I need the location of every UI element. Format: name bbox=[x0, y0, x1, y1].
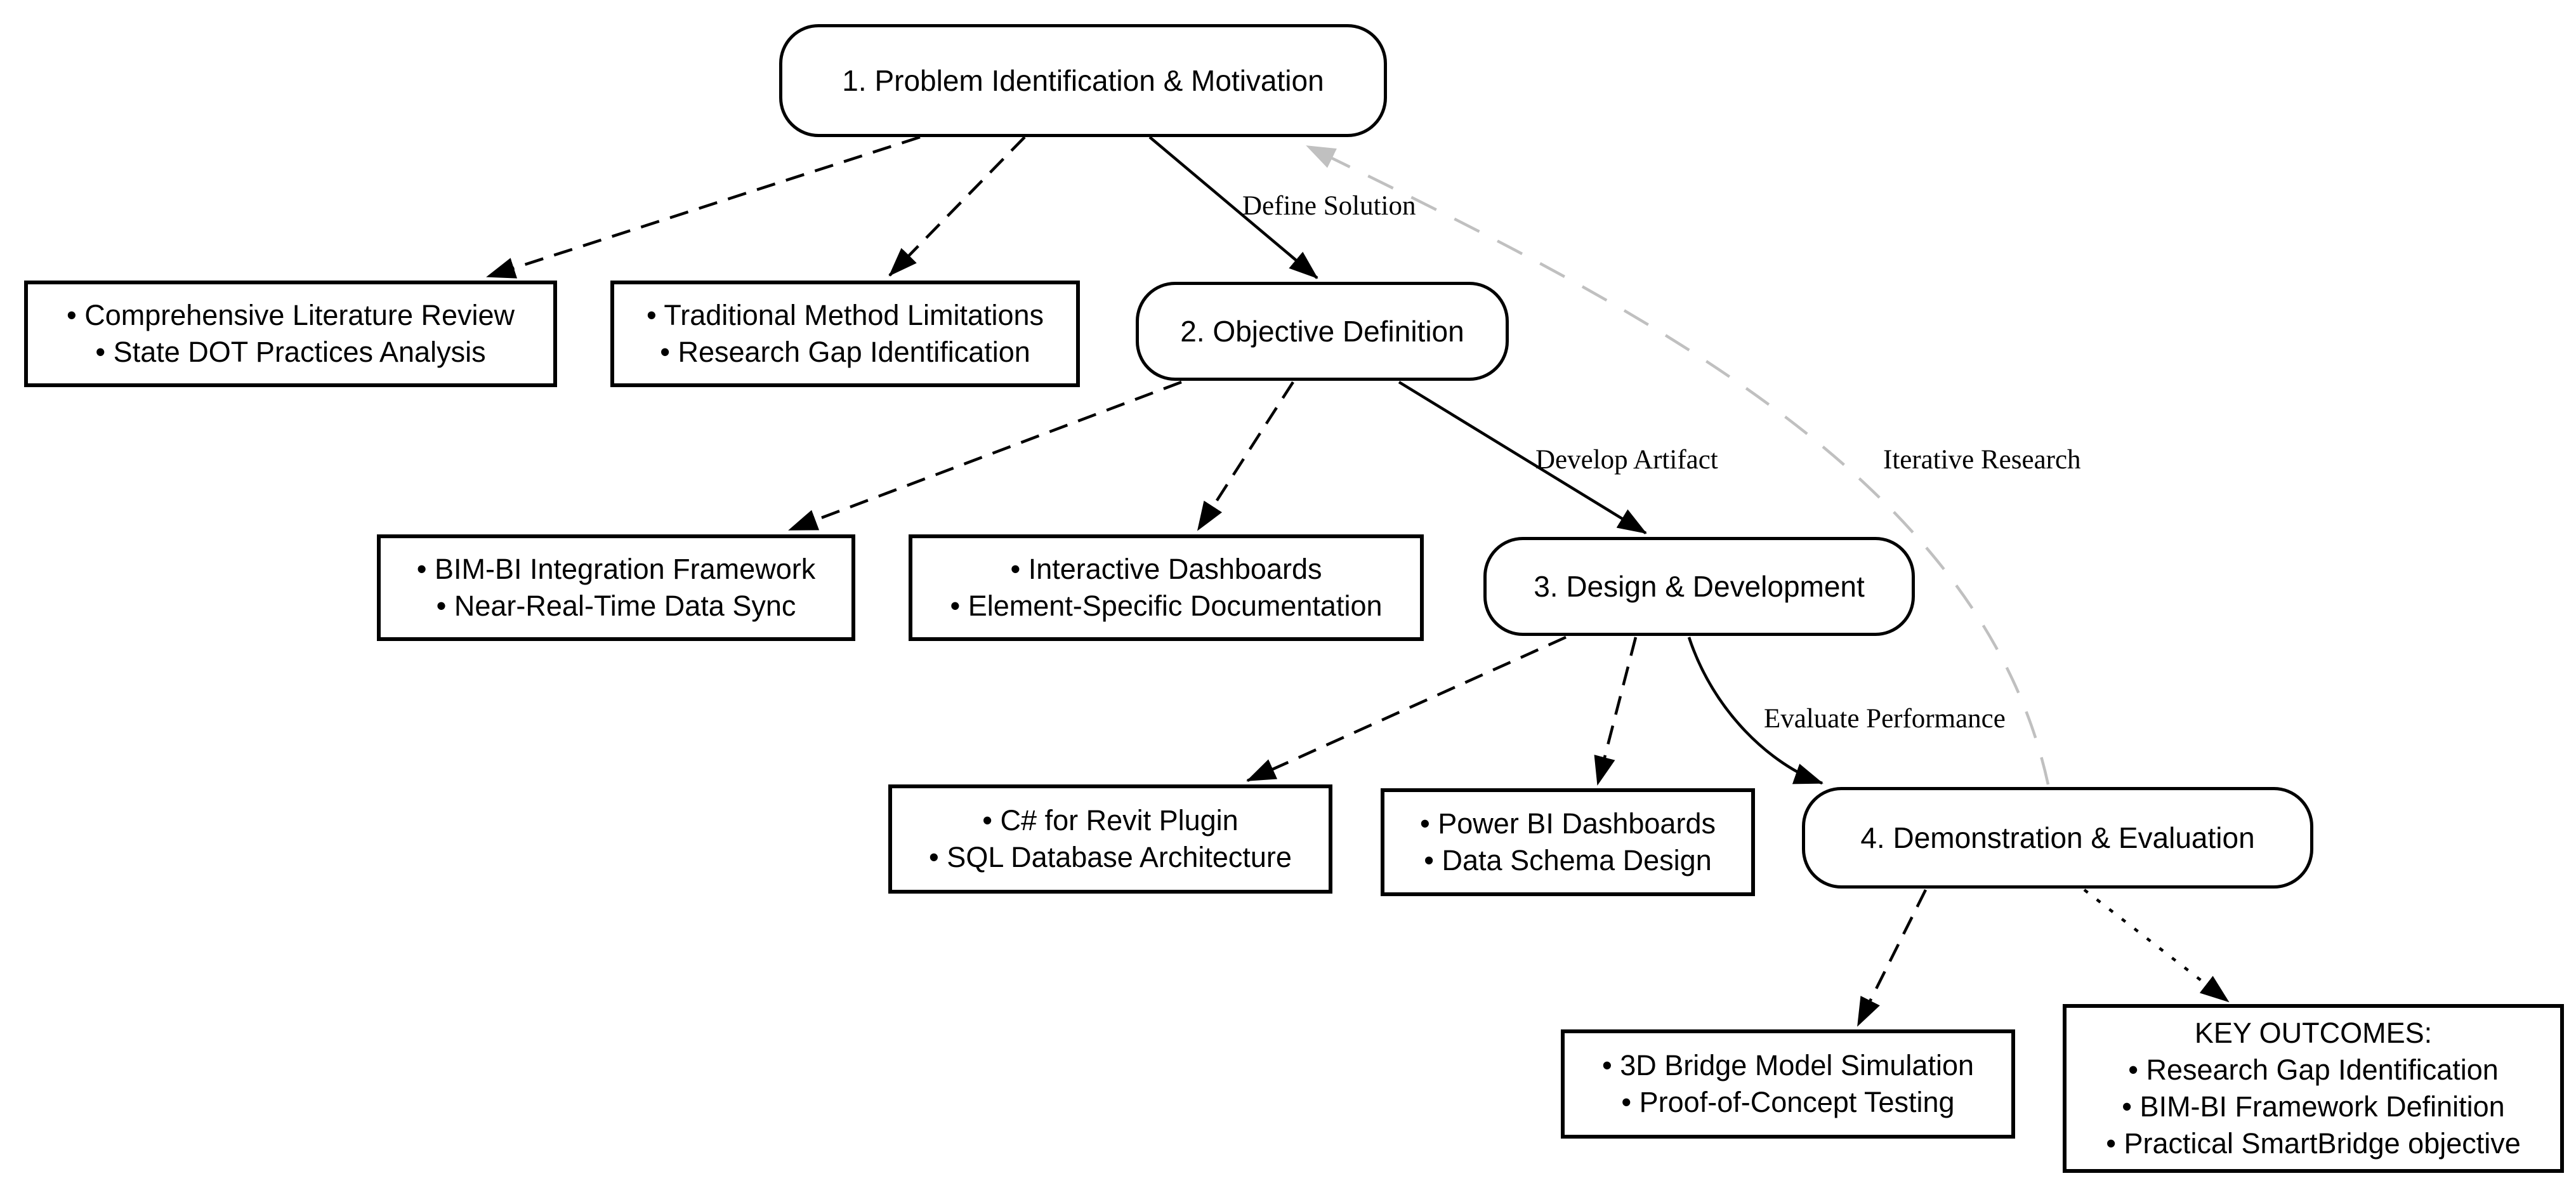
edge-stage2-to-framework bbox=[789, 382, 1181, 530]
box-power-bi bbox=[1381, 788, 1755, 896]
detail-line: • Data Schema Design bbox=[1424, 844, 1712, 876]
box-bim-bi-framework bbox=[377, 534, 855, 641]
detail-line: • Research Gap Identification bbox=[2128, 1054, 2499, 1086]
box-interactive-dashboards bbox=[909, 534, 1424, 641]
key-outcomes-heading: KEY OUTCOMES: bbox=[2194, 1017, 2433, 1049]
detail-line: • Proof-of-Concept Testing bbox=[1621, 1086, 1955, 1118]
detail-line: • Research Gap Identification bbox=[660, 336, 1030, 368]
edge-stage3-to-powerbi bbox=[1598, 637, 1636, 784]
node-stage3-label: 3. Design & Development bbox=[1534, 570, 1865, 603]
edge-stage4-to-simulation bbox=[1858, 890, 1926, 1026]
box-key-outcomes bbox=[2063, 1004, 2564, 1173]
edge-stage1-to-methods bbox=[890, 137, 1025, 275]
detail-line: • State DOT Practices Analysis bbox=[95, 336, 486, 368]
detail-line: • Comprehensive Literature Review bbox=[66, 299, 515, 331]
node-stage1-problem-identification bbox=[779, 24, 1387, 137]
edge-label-iterative-research: Iterative Research bbox=[1883, 445, 2081, 475]
detail-line: • BIM-BI Integration Framework bbox=[416, 553, 816, 585]
detail-line: • Practical SmartBridge objective bbox=[2106, 1127, 2521, 1160]
node-stage4-demonstration-evaluation bbox=[1802, 787, 2313, 889]
detail-line: • Power BI Dashboards bbox=[1420, 807, 1716, 840]
box-revit-plugin bbox=[888, 784, 1332, 894]
edge-stage3-to-development bbox=[1247, 637, 1566, 781]
box-method-limitations bbox=[610, 281, 1080, 387]
detail-line: • Element-Specific Documentation bbox=[950, 590, 1383, 622]
edge-label-define-solution: Define Solution bbox=[1242, 191, 1416, 221]
detail-line: • Interactive Dashboards bbox=[1010, 553, 1322, 585]
node-stage3-design-development bbox=[1483, 537, 1915, 636]
detail-line: • C# for Revit Plugin bbox=[982, 804, 1239, 836]
edge-stage2-to-dashboards bbox=[1198, 382, 1293, 530]
detail-line: • Traditional Method Limitations bbox=[646, 299, 1044, 331]
detail-line: • Near-Real-Time Data Sync bbox=[436, 590, 796, 622]
detail-line: • 3D Bridge Model Simulation bbox=[1601, 1049, 1975, 1081]
edge-label-develop-artifact: Develop Artifact bbox=[1535, 445, 1718, 475]
edge-label-evaluate-performance: Evaluate Performance bbox=[1764, 704, 2006, 734]
node-stage2-objective-definition bbox=[1136, 282, 1509, 381]
box-literature-review bbox=[24, 281, 557, 387]
node-stage4-label: 4. Demonstration & Evaluation bbox=[1860, 821, 2255, 854]
detail-line: • SQL Database Architecture bbox=[929, 841, 1292, 873]
detail-line: • BIM-BI Framework Definition bbox=[2122, 1090, 2505, 1123]
node-stage2-label: 2. Objective Definition bbox=[1180, 315, 1464, 348]
node-stage1-label: 1. Problem Identification & Motivation bbox=[842, 64, 1324, 97]
box-bridge-simulation bbox=[1561, 1029, 2015, 1139]
edge-stage4-to-outcomes bbox=[2084, 890, 2228, 1002]
edge-stage1-to-literature bbox=[487, 137, 920, 277]
